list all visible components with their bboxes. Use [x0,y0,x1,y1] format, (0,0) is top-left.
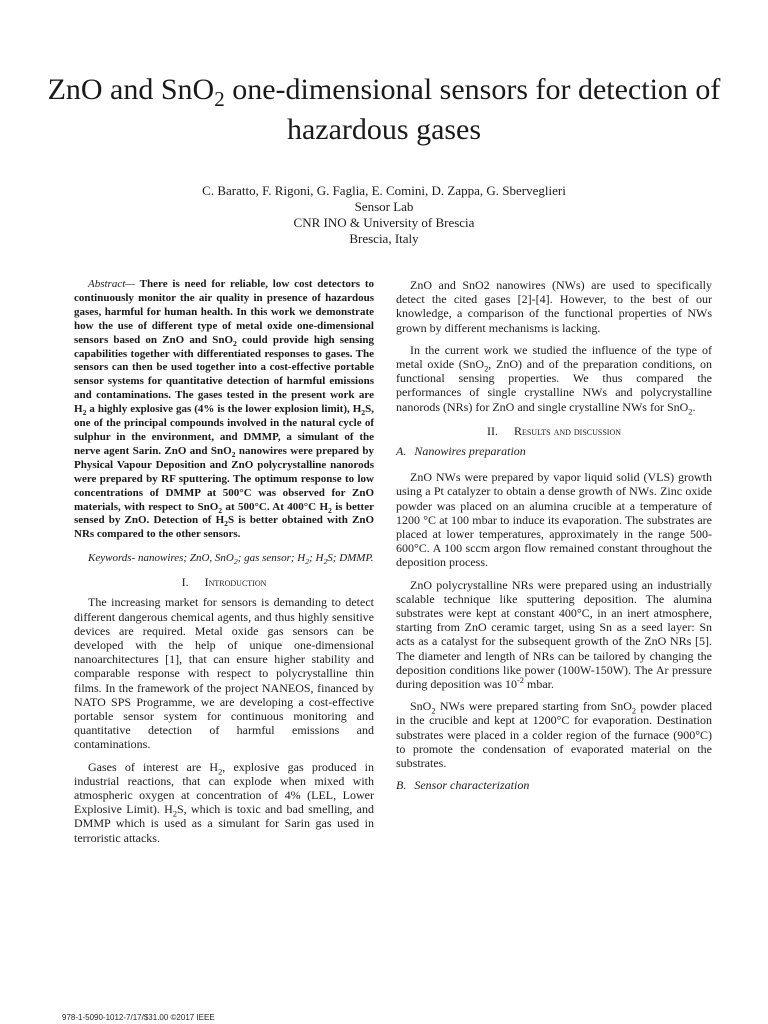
results-paragraph-1: ZnO NWs were prepared by vapor liquid solid (VLS) growth using a Pt catalyzer to obtain a dense growth of NWs. Zinc oxide powder was placed on an alumina crucible at a temperature of 1200 °C at 100 mbar to induce its evaporation. The substrates are placed at lower temperatures, approximately in the range 500-600°C. A 100 sccm argon flow remained constant throughout the deposition process. [396,470,712,570]
abstract: Abstract— There is need for reliable, low cost detectors to continuously monitor the air quality in presence of hazardous gases, harmful for human health. In this work we demonstrate how the use of different type of metal oxide one-dimensional sensors based on ZnO and SnO$_2$ could provide high sensing capabilities together with differentiated responses to gases. The sensors can then be used together into a cost-effective portable sensor systems for quantitative detection of harmful emissions and contaminations. The gases tested in the present work are $H_2$ a highly explosive gas (4% is the lower explosion limit), $H_2S$, one of the principal compounds involved in the natural cycle of sulphur in the environment, and DMMP, a simulant of the nerve agent Sarin. ZnO and SnO$_2$ nanowires were prepared by Physical Vapour Deposition and ZnO polycrystalline nanorods were prepared by RF sputtering. The optimum response to low concentrations of DMMP at 500°C was observed for ZnO materials, with respect to SnO$_2$ at 500°C. At 400°C $H_2$ is better sensed by ZnO. Detection of $H_2S$ is better obtained with ZnO NRs compared to the other sensors. [74,278,375,541]
author-institution: CNR INO & University of Brescia [293,215,475,230]
results-paragraph-2: ZnO polycrystalline NRs were prepared using an industrially scalable technique like sputtering deposition. The alumina substrates were kept at constant 400°C, in an inert atmosphere, starting from ZnO ceramic target, using Sn as a seed layer: Sn acts as a catalyst for the subsequent growth of the ZnO NRs [5]. The diameter and length of NRs can be tailored by changing the deposition conditions like power (100W-150W). The Ar pressure during deposition was $10^{-2}$ mbar. [396,577,712,692]
intro-paragraph-3: ZnO and SnO2 nanowires (NWs) are used to specifically detect the cited gases [2]-[4]. However, to the best of our knowledge, a comparison of the functional properties of NWs grown by different mechanisms is lacking. [396,278,712,335]
right-column [396,278,712,805]
subsection-heading-sensor-characterization: B. Sensor characterization [396,778,530,793]
paper-title: ZnO and SnO$_2$ one-dimensional sensors for detection of hazardous gases [47,73,721,146]
author-lab: Sensor Lab [354,199,414,214]
subsection-heading-nanowires: A. Nanowires preparation [396,444,526,459]
author-location: Brescia, Italy [349,231,419,246]
intro-paragraph-1: The increasing market for sensors is demanding to detect different dangerous chemical agents, and thus highly sensitive devices are required. Metal oxide gas sensors can be developed with the help of unique one-dimensional nanoarchitectures [1], that can ensure higher stability and comparable response with respect to polycrystalline thin films. In the framework of the project NANEOS, financed by NATO SPS Programme, we are developing a cost-effective portable sensor system for continuous monitoring and quantitative detection of harmful emissions and contaminations. [74,595,374,752]
section-heading-results: II. Results and discussion [486,423,622,438]
section-heading-introduction: I. Introduction [181,575,267,590]
author-block [60,183,708,247]
intro-paragraph-4: In the current work we studied the influence of the type of metal oxide (SnO$_2$, ZnO) and of the preparation conditions, on functional sensing properties. We thus compared the performances of single crystalline NWs and polycrystalline nanorods (NRs) for ZnO and single crystalline NWs for SnO$_2$. [396,342,712,417]
copyright-footer: 978-1-5090-1012-7/17/$31.00 ©2017 IEEE [62,1013,215,1022]
author-names: C. Baratto, F. Rigoni, G. Faglia, E. Comini, D. Zappa, G. Sberveglieri [202,183,566,198]
keywords: Keywords- nanowires; ZnO, SnO$_2$; gas sensor; $H_2$; $H_2S$; DMMP. [88,552,374,567]
results-paragraph-3: SnO$_2$ NWs were prepared starting from SnO$_2$ powder placed in the crucible and kept at 1200°C for evaporation. Destination substrates were placed in a colder region of the furnace (900°C) to promote the condensation of evaporated material on the substrates. [396,699,712,771]
left-column [74,278,374,853]
intro-paragraph-2: Gases of interest are $H_2$, explosive gas produced in industrial reactions, that can explode when mixed with atmospheric oxygen at concentration of 4% (LEL, Lower Explosive Limit). $H_2S$, which is toxic and bad smelling, and DMMP which is used as a simulant for Sarin gas used in terroristic attacks. [74,759,374,845]
